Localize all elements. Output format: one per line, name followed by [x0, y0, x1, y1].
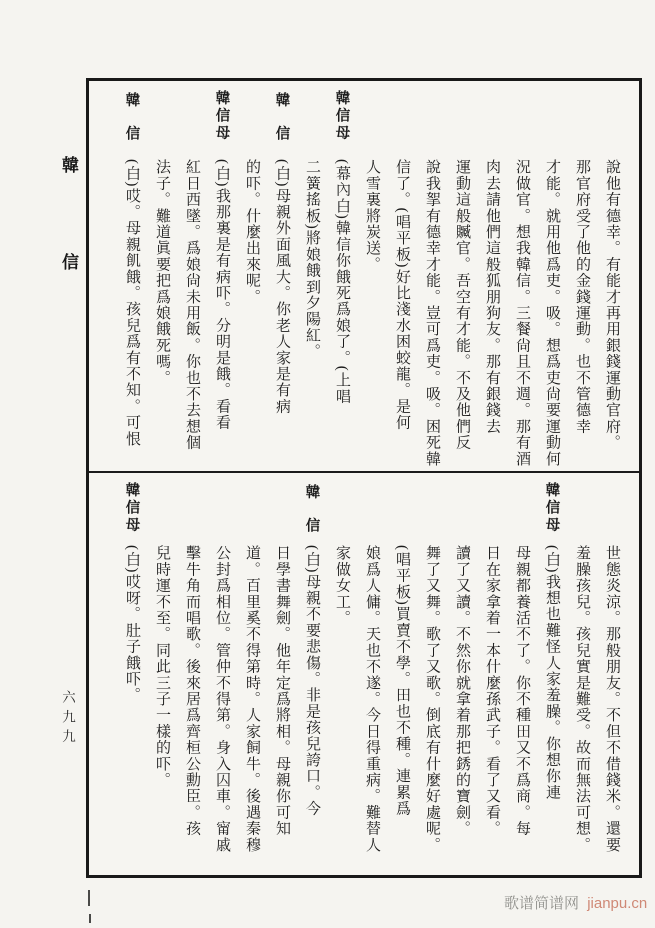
script-column: [507, 81, 537, 471]
column-text: (白)哎呀。肚子餓吓。: [124, 545, 140, 704]
scan-artifact: [89, 914, 91, 923]
script-column: [147, 473, 177, 873]
column-text: 才能。就用他爲吏。吸。想爲吏尙要運動何: [544, 159, 560, 467]
speaker-label: 韓信: [123, 92, 140, 159]
column-text: 二簧搖板)將娘餓到夕陽紅。: [304, 159, 320, 360]
script-bottom-half: [89, 473, 639, 873]
watermark-site-name: 歌谱简谱网: [504, 895, 580, 912]
script-column: [417, 81, 447, 471]
column-text: (白)我那裏是有病吓。分明是餓。看看: [214, 159, 230, 431]
script-column: [447, 81, 477, 471]
speaker-label: 韓信母: [543, 482, 560, 535]
script-column: [237, 81, 267, 471]
column-text: 世態炎涼。那般朋友。不但不借錢米。還要: [604, 545, 620, 853]
script-column: [267, 81, 297, 471]
column-text: 那官府受了他的金錢運動。也不管德幸: [574, 159, 590, 435]
column-text: 讀了又讀。不然你就拿着那把銹的寶劍。: [454, 545, 470, 837]
script-column: [567, 473, 597, 873]
script-column: [117, 473, 147, 873]
script-column: [477, 473, 507, 873]
script-column: [597, 473, 627, 873]
column-text: 兒時運不至。同此三子一樣的吓。: [154, 545, 170, 788]
page-frame: [86, 78, 642, 878]
column-text: 說我挐有德幸才能。豈可爲吏。吸。困死韓: [424, 159, 440, 467]
script-column: [537, 473, 567, 873]
column-text: (白)母親不要悲傷。非是孩兒誇口。今: [304, 545, 320, 817]
script-column: [567, 81, 597, 471]
column-text: (唱平板)買賣不學。田也不種。連累爲: [394, 545, 410, 817]
script-column: [177, 81, 207, 471]
column-text: 母親都養活不了。你不種田又不爲商。每: [514, 545, 530, 837]
script-column: [237, 473, 267, 873]
column-text: 舞了又舞。歌了又歌。倒底有什麼好處呢。: [424, 545, 440, 853]
column-text: 紅日西墜。爲娘尙未用飯。你也不去想個: [184, 159, 200, 451]
column-text: (白)哎。母親飢餓。孩兒爲有不知。可恨: [124, 159, 140, 447]
watermark-site-url[interactable]: jianpu.cn: [587, 895, 648, 912]
script-column: [297, 81, 327, 471]
column-text: (白)我想也難怪人家羞臊。你想你連: [544, 545, 560, 801]
column-text: 的吓。什麼出來呢。: [244, 159, 260, 305]
column-text: 信了。(唱平板)好比淺水困蛟龍。是何: [394, 159, 410, 431]
script-column: [387, 81, 417, 471]
script-column: [207, 473, 237, 873]
script-column: [177, 473, 207, 873]
column-text: 公封爲相位。管仲不得第。身入囚車。甯戚: [214, 545, 230, 853]
column-text: 娘爲人傭。天也不遂。今日得重病。難替人: [364, 545, 380, 853]
column-text: 法子。難道眞要把爲娘餓死嗎。: [154, 159, 170, 386]
column-text: 家做女工。: [334, 545, 350, 626]
script-column: [327, 81, 357, 471]
margin-title: 韓信: [59, 156, 78, 350]
speaker-label: 韓信母: [213, 90, 230, 143]
column-text: 日在家拿着一本什麼孫武子。看了又看。: [484, 545, 500, 837]
speaker-label: 韓信: [303, 484, 320, 551]
script-column: [417, 473, 447, 873]
script-column: [537, 81, 567, 471]
script-column: [267, 473, 297, 873]
column-text: 運動這般贓官。吾空有才能。不及他們反: [454, 159, 470, 451]
column-text: 肉去請他們這般狐朋狗友。那有銀錢去: [484, 159, 500, 435]
column-text: 況做官。想我韓信。三餐尙且不週。那有酒: [514, 159, 530, 467]
column-text: 日學書舞劍。他年定爲將相。母親你可知: [274, 545, 290, 837]
column-text: 說他有德幸。有能才再用銀錢運動官府。: [604, 159, 620, 451]
script-column: [147, 81, 177, 471]
script-column: [597, 81, 627, 471]
speaker-label: 韓信母: [123, 482, 140, 535]
script-column: [357, 473, 387, 873]
column-text: 人雪裏將炭送。: [364, 159, 380, 273]
column-text: 道。百里奚不得第時。人家飼牛。後遇秦穆: [244, 545, 260, 853]
script-column: [117, 81, 147, 471]
script-column: [447, 473, 477, 873]
script-column: [387, 473, 417, 873]
column-text: 羞臊孩兒。孩兒實是難受。故而無法可想。: [574, 545, 590, 853]
script-column: [357, 81, 387, 471]
page-number: 六九九: [60, 690, 75, 749]
column-text: (白)母親外面風大。你老人家是有病: [274, 159, 290, 415]
scan-artifact: [88, 890, 90, 906]
watermark: [504, 892, 647, 913]
script-top-half: [89, 81, 639, 473]
column-text: (幕內白)韓信你餓死爲娘了。(上唱: [334, 159, 350, 405]
script-column: [207, 81, 237, 471]
script-column: [477, 81, 507, 471]
speaker-label: 韓信母: [333, 90, 350, 143]
script-column: [297, 473, 327, 873]
script-column: [327, 473, 357, 873]
script-column: [507, 473, 537, 873]
speaker-label: 韓信: [273, 92, 290, 159]
column-text: 擊牛角而唱歌。後來居爲齊桓公勳臣。孩: [184, 545, 200, 837]
